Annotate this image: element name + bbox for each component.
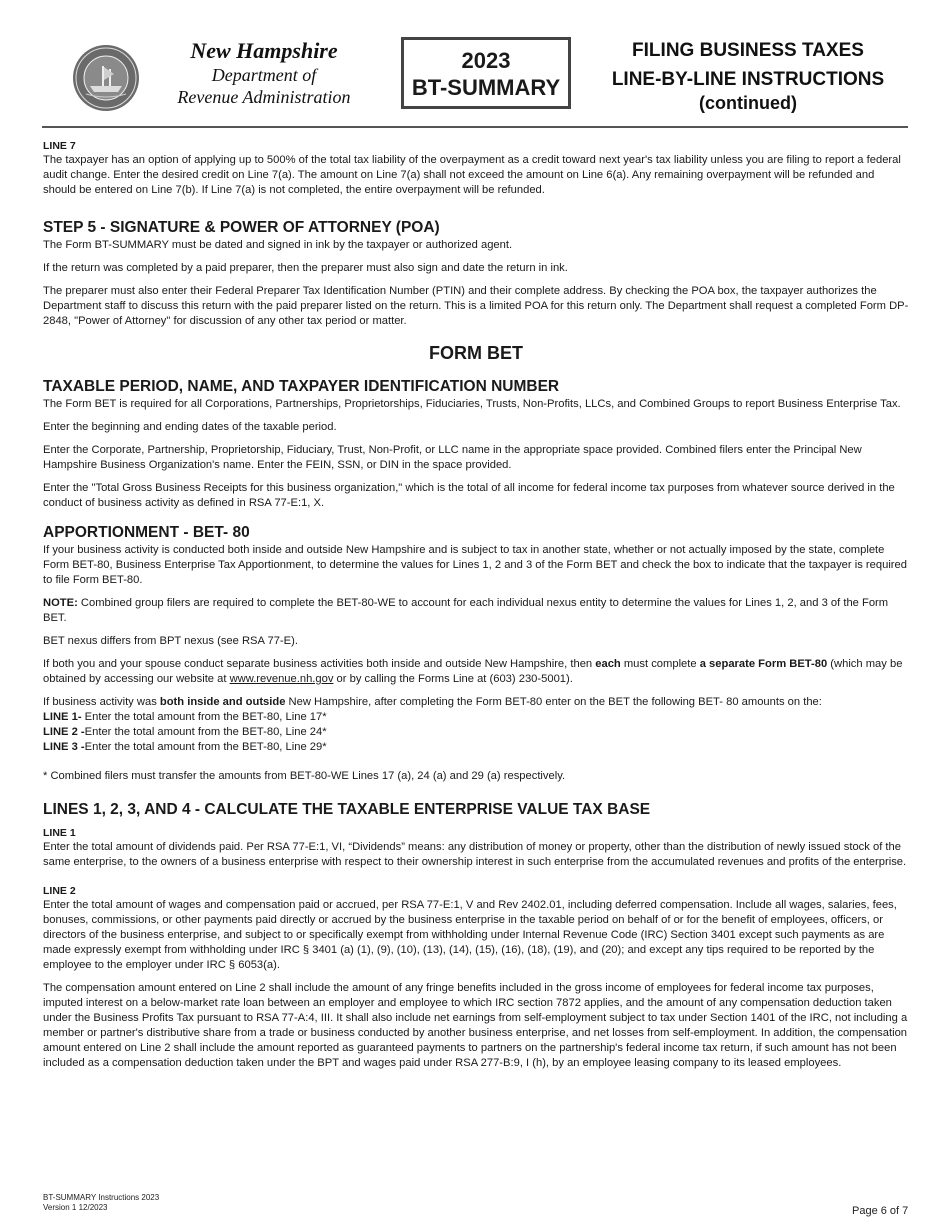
step5-paragraph-1: The Form BT-SUMMARY must be dated and signed in ink by the taxpayer or authorized agent. — [43, 239, 513, 251]
line1-label: LINE 1 — [43, 827, 76, 839]
line1-text: Enter the total amount of dividends paid. Per RSA 77-E:1, VI, “Dividends” means: any distribution of money or property, other than the distribution of newly issued stock of the same enterprise, to the owners of a business enterprise with respect to their ownership interest in such enterprise from the accumulated revenues and profits of the enterprise. — [43, 841, 907, 868]
apportionment-heading: APPORTIONMENT - BET- 80 — [43, 524, 250, 541]
step5-paragraph-2: If the return was completed by a paid preparer, then the preparer must also sign and date the return in ink. — [43, 262, 568, 274]
state-seal-icon — [72, 44, 140, 112]
state-name: New Hampshire — [190, 38, 338, 63]
line-label: LINE 3 - — [43, 741, 85, 753]
emphasis-separate-form: a separate Form BET-80 — [699, 658, 828, 670]
text-span: (which may be obtained by accessing our website at — [43, 658, 903, 685]
line-text: Enter the total amount from the BET-80, Line 29* — [84, 741, 327, 753]
taxable-period-paragraph-1: The Form BET is required for all Corporations, Partnerships, Proprietorships, Fiduciaries, Trusts, Non-Profits, LLCs, and Combined Groups to report Business Enterprise Tax. — [43, 398, 901, 410]
text-span: or by calling the Forms Line at (603) 230-5001). — [333, 673, 573, 685]
emphasis-each: each — [595, 658, 621, 670]
department-line-1: Department of — [211, 65, 317, 85]
line-text: Enter the total amount from the BET-80, Line 17* — [81, 711, 327, 723]
taxable-period-paragraph-2: Enter the beginning and ending dates of the taxable period. — [43, 421, 337, 433]
text-span: New Hampshire, after completing the Form BET-80 enter on the BET the following BET- 80 amounts on the: — [285, 696, 822, 708]
page-number: Page 6 of 7 — [852, 1205, 909, 1217]
taxable-period-paragraph-4: Enter the "Total Gross Business Receipts for this business organization," which is the total of all income for federal income tax purposes from whatever source derived in the conduct of business activity as defined in RSA 77-E:1, X. — [43, 482, 895, 509]
bet80-line-3 — [43, 740, 909, 755]
taxable-period-paragraph-3: Enter the Corporate, Partnership, Proprietorship, Fiduciary, Trust, Non-Profit, or LLC name in the appropriate space provided. Combined filers enter the Principal New Hampshire Business Organization's name. Enter the FEIN, SSN, or DIN in the space provided. — [43, 444, 862, 471]
document-title — [598, 38, 898, 113]
instructions-body — [43, 139, 909, 1079]
step5-heading: STEP 5 - SIGNATURE & POWER OF ATTORNEY (POA) — [43, 219, 440, 236]
step5-paragraph-3: The preparer must also enter their Federal Preparer Tax Identification Number (PTIN) and their complete address. By checking the POA box, the taxpayer authorizes the Department staff to discuss this return with the paid preparer listed on the return. This is a limited POA for this return only. The Department shall request a completed Form DP-2848, "Power of Attorney" for discussion of any other tax period or matter. — [43, 285, 909, 327]
form-name: BT-SUMMARY — [411, 75, 561, 100]
footer-document-info — [43, 1193, 159, 1213]
apportionment-note — [43, 596, 909, 626]
line7-text: The taxpayer has an option of applying up to 500% of the total tax liability of the overpayment as a credit toward next year's tax liability unless you are filing to report a federal audit change. Enter the desired credit on Line 7(a). The amount on Line 7(a) shall not exceed the amount on Line 6(a). Any remaining overpayment will be refunded and should be entered on Line 7(b). If Line 7(a) is not completed, the entire overpayment will be refunded. — [43, 154, 901, 196]
line2-label: LINE 2 — [43, 885, 76, 897]
bet80-line-2 — [43, 725, 909, 740]
line-label: LINE 1- — [43, 711, 82, 723]
apportionment-footnote: * Combined filers must transfer the amounts from BET-80-WE Lines 17 (a), 24 (a) and 29 (a) respectively. — [43, 770, 566, 782]
lines-1-4-heading: LINES 1, 2, 3, AND 4 - CALCULATE THE TAXABLE ENTERPRISE VALUE TAX BASE — [43, 801, 651, 818]
apportionment-paragraph-3: BET nexus differs from BPT nexus (see RSA 77-E). — [43, 635, 298, 647]
agency-name — [158, 38, 370, 108]
line2-paragraph-1: Enter the total amount of wages and compensation paid or accrued, per RSA 77-E:1, V and Rev 2402.01, including deferred compensation. Include all wages, salaries, fees, bonuses, commissions, or other payments paid directly or accrued by the business enterprise in the taxable period on behalf of or for the benefit of employees, officers, or directors of the business enterprise, and subject to or specifically exempt from withholding under Internal Revenue Code (IRC) Section 3401 except such payments as are made expressly exempt from withholding under IRC § 3401 (a) (1), (9), (10), (13), (14), (15), (16), (18), (19), and (20); and except any tips required to be reported by the employee to the employer under IRC § 6053(a). — [43, 899, 897, 971]
bet80-line-1 — [43, 710, 909, 725]
line-text: Enter the total amount from the BET-80, Line 24* — [84, 726, 327, 738]
line2-paragraph-2: The compensation amount entered on Line 2 shall include the amount of any fringe benefits included in the gross income of employees for federal income tax purposes, imputed interest on a below-market rate loan between an employer and employee to which IRC section 7872 applies, and the amount of any compensation deduction taken under the Business Profits Tax pursuant to RSA 77-A:4, III. It shall also include net earnings from self-employment subject to tax under Section 1401 of the IRC, not including a member or partner's distributive share from a trade or business conducted by another business enterprise, and net losses from self-employment. In addition, the compensation amount entered on Line 2 shall include the amount reported as guaranteed payments to partners on the partnership's federal income tax return, if such amount has not been included as a compensation deduction taken under the BPT and wages paid under RSA 277-B:9, I (h), by an employee leasing company to its leased employees. — [43, 982, 908, 1069]
form-bet-heading: FORM BET — [429, 343, 523, 363]
text-span: If both you and your spouse conduct separate business activities both inside and outside New Hampshire, then — [43, 658, 596, 670]
text-span: must complete — [620, 658, 700, 670]
department-line-2: Revenue Administration — [177, 87, 351, 107]
emphasis-inside-outside: both inside and outside — [159, 696, 286, 708]
note-label: NOTE: — [43, 597, 78, 609]
title-line-1: FILING BUSINESS TAXES — [632, 40, 864, 61]
footer-doc-name: BT-SUMMARY Instructions 2023 — [43, 1193, 160, 1202]
form-id-box — [401, 37, 571, 109]
website-link[interactable]: www.revenue.nh.gov — [229, 673, 334, 685]
bet80-line-list — [43, 710, 909, 755]
form-year: 2023 — [461, 48, 511, 73]
apportionment-paragraph-5 — [43, 695, 909, 710]
taxable-period-heading: TAXABLE PERIOD, NAME, AND TAXPAYER IDENTIFICATION NUMBER — [43, 378, 560, 395]
apportionment-paragraph-4 — [43, 657, 909, 687]
title-line-3: (continued) — [699, 93, 797, 113]
header-divider — [42, 126, 908, 128]
title-line-2: LINE-BY-LINE INSTRUCTIONS — [611, 69, 885, 90]
line7-label: LINE 7 — [43, 140, 76, 152]
text-span: If business activity was — [43, 696, 160, 708]
footer-version: Version 1 12/2023 — [43, 1203, 108, 1212]
apportionment-paragraph-1: If your business activity is conducted both inside and outside New Hampshire and is subject to tax in another state, whether or not actually imposed by the state, complete Form BET-80, Business Enterprise Tax Apportionment, to determine the values for Lines 1, 2 and 3 of the Form BET and check the box to indicate that the taxpayer is required to file Form BET-80. — [43, 544, 907, 586]
note-text: Combined group filers are required to complete the BET-80-WE to account for each individual nexus entity to determine the values for Lines 1, 2, and 3 of the Form BET. — [43, 597, 889, 624]
line-label: LINE 2 - — [43, 726, 85, 738]
